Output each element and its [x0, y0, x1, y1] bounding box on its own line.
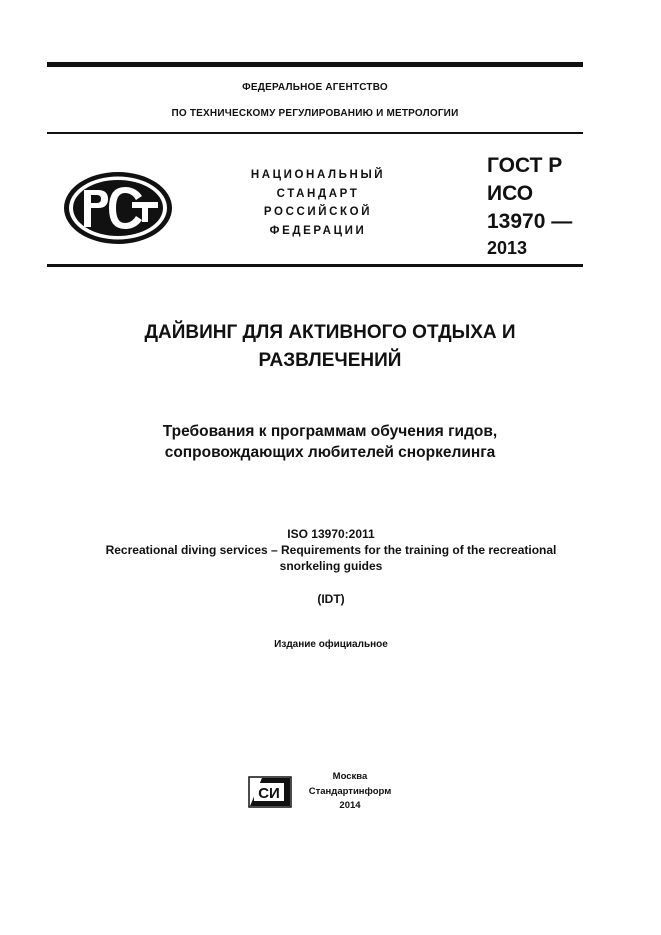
standard-type-line: РОССИЙСКОЙ	[263, 206, 373, 218]
standard-type-line: НАЦИОНАЛЬНЫЙ	[250, 169, 386, 181]
publisher-block	[300, 770, 400, 814]
title-line-1: ДАЙВИНГ ДЛЯ АКТИВНОГО ОТДЫХА И	[144, 322, 516, 343]
designation-line-3: 13970 —	[487, 210, 573, 233]
bottom-rule	[47, 264, 583, 267]
iso-reference: ISO 13970:2011	[287, 527, 375, 541]
standard-designation	[487, 152, 572, 260]
publisher-city: Москва	[332, 771, 368, 782]
rst-mark-icon	[62, 170, 174, 246]
document-subtitle	[80, 421, 580, 463]
subtitle-line-2: сопровождающих любителей сноркелинга	[164, 444, 496, 461]
top-rule	[47, 62, 583, 67]
standartinform-logo-icon	[248, 776, 292, 808]
title-line-2: РАЗВЛЕЧЕНИЙ	[258, 350, 402, 371]
designation-line-2: ИСО	[487, 182, 534, 205]
agency-line-2: ПО ТЕХНИЧЕСКОМУ РЕГУЛИРОВАНИЮ И МЕТРОЛОГИИ	[171, 108, 459, 119]
edition-label: Издание официальное	[274, 639, 388, 650]
iso-title-line-2: snorkeling guides	[279, 559, 383, 573]
standard-type-block	[236, 166, 400, 240]
standard-type-line: ФЕДЕРАЦИИ	[269, 224, 367, 237]
document-title	[60, 319, 600, 375]
designation-year: 2013	[487, 238, 528, 258]
designation-line-1: ГОСТ Р	[487, 154, 563, 177]
subtitle-line-1: Требования к программам обучения гидов,	[162, 423, 498, 440]
equivalence-marker: (IDT)	[317, 592, 345, 606]
publisher-name: Стандартинформ	[308, 785, 392, 797]
agency-line-1: ФЕДЕРАЛЬНОЕ АГЕНТСТВО	[242, 82, 388, 93]
standard-type-line: СТАНДАРТ	[276, 187, 360, 200]
svg-text:СИ: СИ	[258, 785, 280, 802]
publication-year: 2014	[339, 800, 361, 811]
iso-reference-block	[47, 526, 615, 574]
iso-title-line-1: Recreational diving services – Requirements for the training of the recreational	[105, 543, 557, 557]
middle-rule	[47, 132, 583, 134]
